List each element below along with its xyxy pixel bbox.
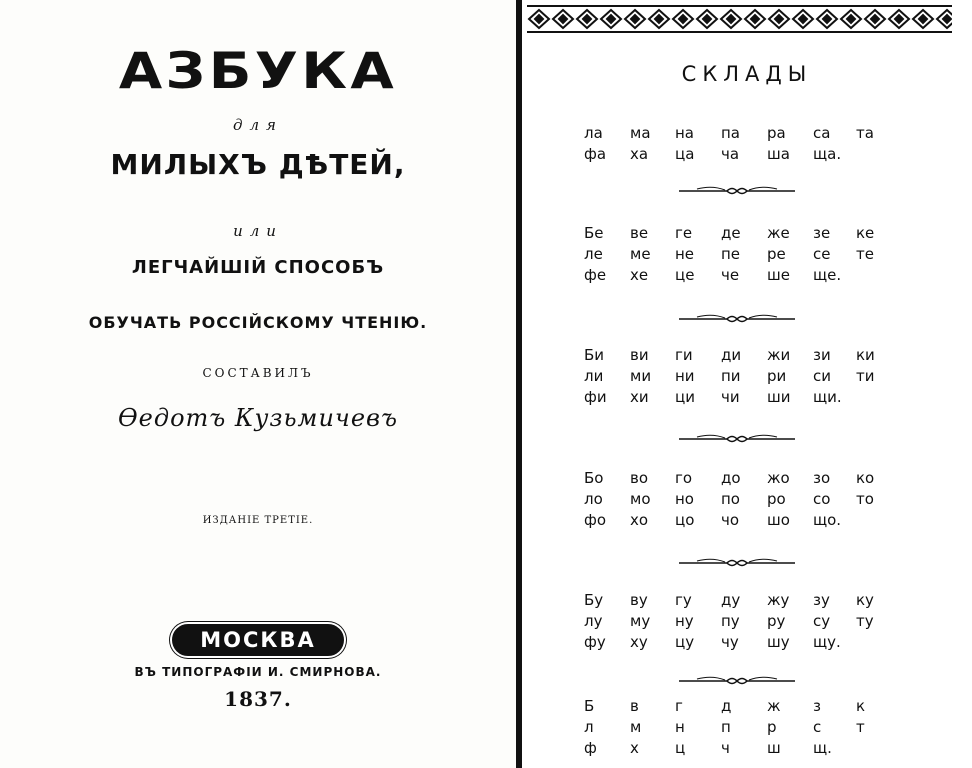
syllable-row (522, 739, 972, 757)
syllable: ко (856, 469, 875, 487)
syllable: ща. (813, 145, 842, 163)
subtitle-children: МИЛЫХЪ ДѢТЕЙ, (110, 148, 406, 181)
syllable: го (675, 469, 693, 487)
syllable: ве (630, 224, 649, 242)
syllable: хи (630, 388, 649, 406)
syllable: зи (813, 346, 831, 364)
printer-line: ВЪ ТИПОГРАФІИ И. СМИРНОВА. (134, 665, 382, 679)
syllable: ну (675, 612, 694, 630)
syllable: ши (767, 388, 791, 406)
syllable: че (721, 266, 740, 284)
syllable-row (522, 145, 972, 163)
syllable: жи (767, 346, 791, 364)
syllable: жо (767, 469, 790, 487)
ornamental-border (527, 4, 952, 34)
flourish-ornament (677, 313, 797, 325)
flourish-ornament (677, 433, 797, 445)
syllable: же (767, 224, 790, 242)
syllable-row (522, 511, 972, 529)
syllable: чи (721, 388, 740, 406)
syllable: н (675, 718, 685, 736)
syllable: чо (721, 511, 740, 529)
syllable: фе (584, 266, 607, 284)
syllable-row (522, 612, 972, 630)
syllable: ле (584, 245, 603, 263)
syllable: ге (675, 224, 693, 242)
syllable: ше (767, 266, 790, 284)
syllable: Бо (584, 469, 604, 487)
syllable: ви (630, 346, 649, 364)
syllable: Б (584, 697, 595, 715)
syllable: щи. (813, 388, 842, 406)
syllables-page (522, 0, 972, 768)
syllable: лу (584, 612, 603, 630)
syllable: щ. (813, 739, 832, 757)
syllable: ке (856, 224, 875, 242)
syllable: ро (767, 490, 786, 508)
flourish-ornament (677, 185, 797, 197)
syllable: ре (767, 245, 786, 263)
syllable: Би (584, 346, 605, 364)
syllable-row (522, 124, 972, 142)
syllable: зу (813, 591, 830, 609)
city-cartouche (0, 624, 516, 656)
subtitle-or: или (233, 222, 283, 240)
syllable-row (522, 718, 972, 736)
syllable: во (630, 469, 649, 487)
syllable: ж (767, 697, 781, 715)
syllable: ла (584, 124, 603, 142)
syllable: та (856, 124, 874, 142)
publication-year: 1837. (224, 687, 292, 711)
syllable: щу. (813, 633, 841, 651)
syllable: чу (721, 633, 739, 651)
syllable: ху (630, 633, 648, 651)
syllable-row (522, 591, 972, 609)
syllable: ти (856, 367, 875, 385)
syllable: жу (767, 591, 790, 609)
syllable: ву (630, 591, 648, 609)
edition-note: ИЗДАНІЕ ТРЕТІЕ. (202, 515, 314, 526)
syllable: ц (675, 739, 686, 757)
syllable: ца (675, 145, 695, 163)
syllable: шу (767, 633, 790, 651)
syllable: в (630, 697, 639, 715)
syllable: м (630, 718, 642, 736)
syllable: Бе (584, 224, 604, 242)
syllable: са (813, 124, 831, 142)
syllable: по (721, 490, 740, 508)
syllable-row (522, 224, 972, 242)
syllable: ри (767, 367, 787, 385)
syllable: ду (721, 591, 741, 609)
syllable: пе (721, 245, 741, 263)
syllable: ли (584, 367, 604, 385)
syllable: цу (675, 633, 695, 651)
syllable: з (813, 697, 821, 715)
syllable-row (522, 367, 972, 385)
syllable-row (522, 388, 972, 406)
syllable: ме (630, 245, 651, 263)
syllable-row (522, 633, 972, 651)
syllable: се (813, 245, 831, 263)
syllable: ра (767, 124, 786, 142)
syllable: пу (721, 612, 740, 630)
syllable: су (813, 612, 831, 630)
syllable: хо (630, 511, 649, 529)
syllable-row (522, 266, 972, 284)
syllable: ги (675, 346, 693, 364)
syllable: ки (856, 346, 875, 364)
page-heading: СКЛАДЫ (681, 62, 813, 86)
syllable-row (522, 490, 972, 508)
syllable: р (767, 718, 777, 736)
flourish-ornament (677, 675, 797, 687)
syllable: Бу (584, 591, 604, 609)
syllable: це (675, 266, 695, 284)
syllable: фи (584, 388, 607, 406)
syllable: ди (721, 346, 742, 364)
syllable: ло (584, 490, 603, 508)
syllable: си (813, 367, 831, 385)
syllable: хе (630, 266, 649, 284)
syllable: зе (813, 224, 831, 242)
syllable: де (721, 224, 741, 242)
syllable: ще. (813, 266, 842, 284)
syllable: па (721, 124, 740, 142)
syllable: гу (675, 591, 692, 609)
syllable-row (522, 245, 972, 263)
syllable: те (856, 245, 874, 263)
subtitle-for: для (233, 116, 283, 134)
book-title: АЗБУКА (118, 42, 398, 100)
subtitle-teach-reading: ОБУЧАТЬ РОССІЙСКОМУ ЧТЕНІЮ. (88, 313, 428, 332)
syllable: фа (584, 145, 607, 163)
syllable: що. (813, 511, 842, 529)
syllable: л (584, 718, 594, 736)
syllable: но (675, 490, 694, 508)
syllable: ф (584, 739, 597, 757)
syllable: с (813, 718, 822, 736)
author-name: Ѳедотъ Кузьмичевъ (117, 404, 399, 432)
city-label: МОСКВА (172, 624, 344, 656)
syllable: к (856, 697, 866, 715)
syllable: фо (584, 511, 607, 529)
syllable: не (675, 245, 695, 263)
syllable-row (522, 469, 972, 487)
syllable: ш (767, 739, 781, 757)
syllable: ку (856, 591, 874, 609)
syllable: х (630, 739, 639, 757)
syllable: до (721, 469, 741, 487)
syllable: ша (767, 145, 790, 163)
syllable: мо (630, 490, 651, 508)
flourish-ornament (677, 557, 797, 569)
syllable: на (675, 124, 694, 142)
syllable: д (721, 697, 732, 715)
syllable: т (856, 718, 865, 736)
syllable-row (522, 697, 972, 715)
syllable: пи (721, 367, 741, 385)
syllable: ту (856, 612, 874, 630)
syllable: ци (675, 388, 695, 406)
syllable: зо (813, 469, 831, 487)
syllable: ни (675, 367, 695, 385)
composed-by-label: СОСТАВИЛЪ (202, 366, 314, 380)
syllable: то (856, 490, 874, 508)
syllable: ма (630, 124, 651, 142)
syllable: ми (630, 367, 652, 385)
syllable: фу (584, 633, 606, 651)
subtitle-easiest-method: ЛЕГЧАЙШІЙ СПОСОБЪ (131, 257, 385, 278)
syllable: ч (721, 739, 730, 757)
syllable: ча (721, 145, 740, 163)
syllable: ха (630, 145, 649, 163)
syllable: шо (767, 511, 790, 529)
syllable: цо (675, 511, 695, 529)
syllable: му (630, 612, 651, 630)
syllable: г (675, 697, 683, 715)
syllable: п (721, 718, 731, 736)
syllable: ру (767, 612, 786, 630)
syllable: со (813, 490, 831, 508)
syllable-row (522, 346, 972, 364)
